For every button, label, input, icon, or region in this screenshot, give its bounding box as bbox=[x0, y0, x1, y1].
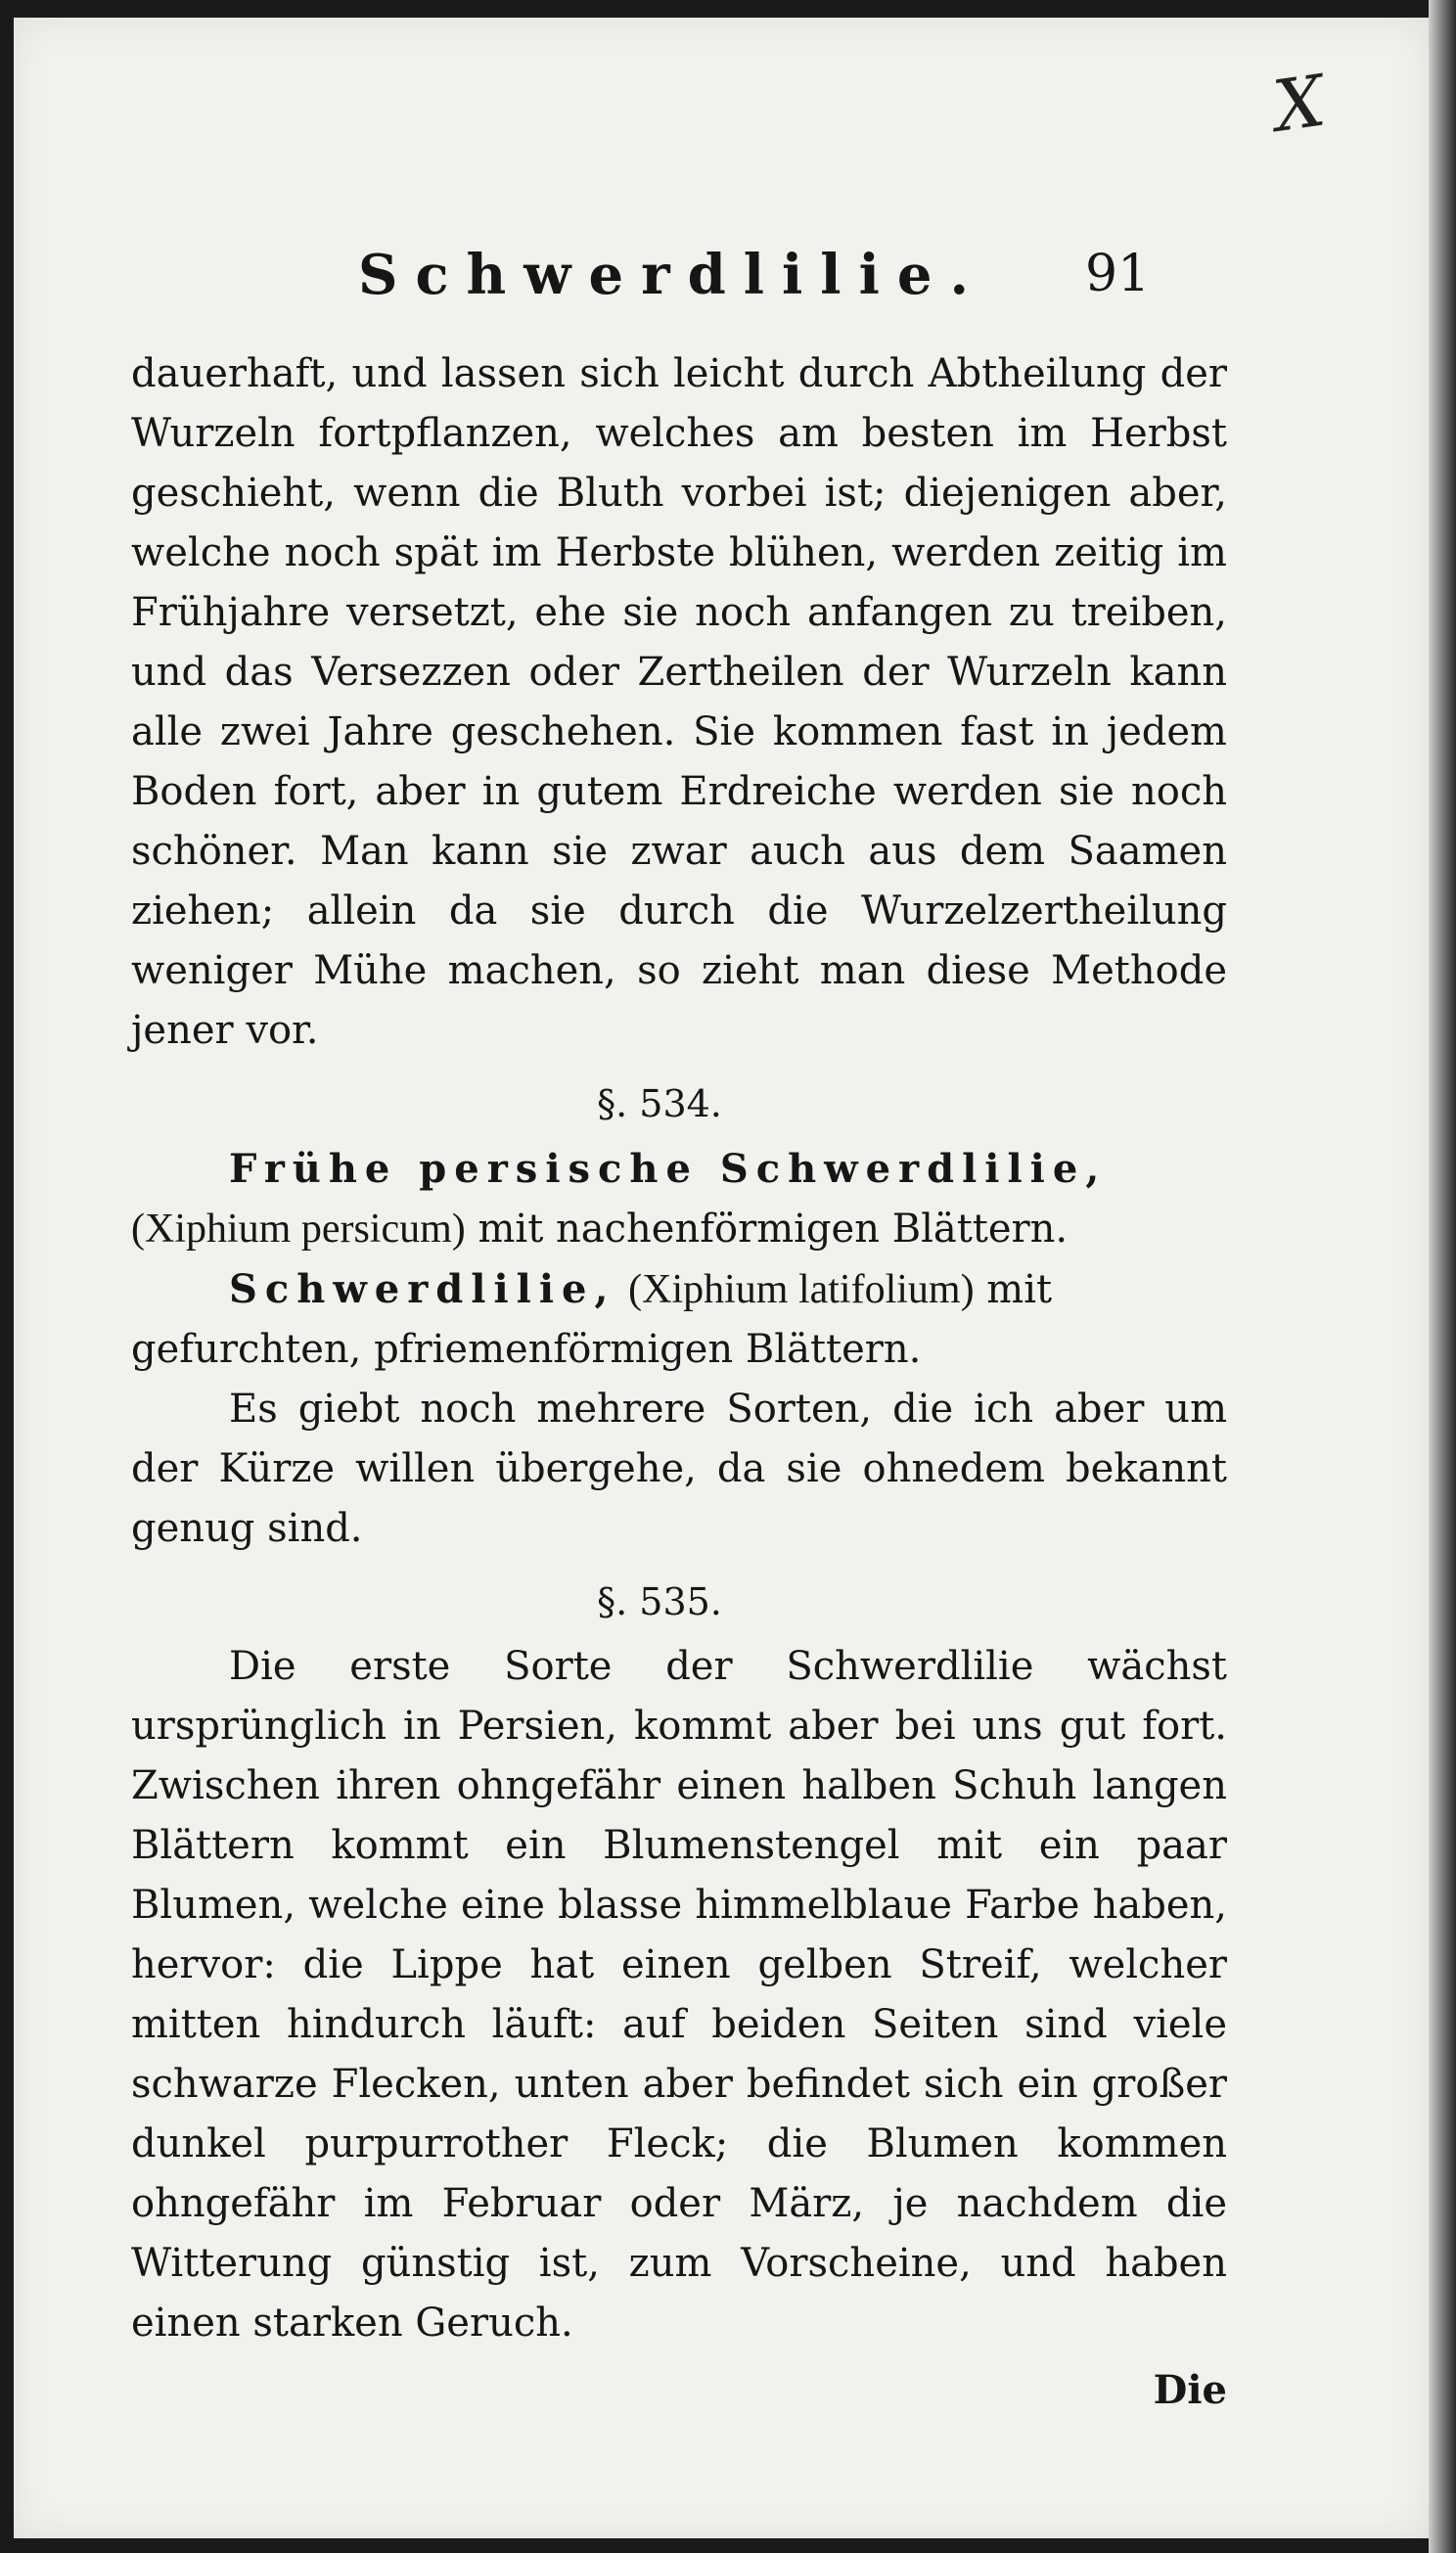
paragraph-section-535: Die erste Sorte der Schwerdlilie wächst ursprünglich in Persien, kommt aber bei uns gut fort. Zwischen ihren ohngefähr einen halben Schuh langen Blättern kommt ein Blumenstengel mit ein paar Blumen, welche eine blasse himmelblaue Farbe haben, hervor: die Lippe hat einen gelben Streif, welcher mitten hindurch läuft: auf beiden Seiten sind viele schwarze Flecken, unten aber befindet sich ein großer dunkel purpurrother Fleck; die Blumen kommen ohngefähr im Februar oder März, je nachdem die Witterung günstig ist, zum Vorscheine, und haben einen starken Geruch. bbox=[131, 1644, 1227, 2346]
species-name: Frühe persische Schwerdlilie, bbox=[229, 1146, 1108, 1192]
species-description: mit gefurchten, pfriemenförmigen Blättern. bbox=[131, 1267, 1053, 1372]
page-number: 91 bbox=[1085, 245, 1151, 303]
section-mark-534: §. 534. bbox=[597, 1082, 722, 1125]
catchword: Die bbox=[1153, 2367, 1227, 2413]
latin-name: (Xiphium latifolium) bbox=[628, 1267, 975, 1312]
paragraph-continuation: dauerhaft, und lassen sich leicht durch Abtheilung der Wurzeln fortpflanzen, welches am besten im Herbst geschieht, wenn die Bluth vorbei ist; diejenigen aber, welche noch spät im Herbste blühen, werden zeitig im Frühjahre versetzt, ehe sie noch anfangen zu treiben, und das Versezzen oder Zertheilen der Wurzeln kann alle zwei Jahre geschehen. Sie kommen fast in jedem Boden fort, aber in gutem Erdreiche werden sie noch schöner. Man kann sie zwar auch aus dem Saamen ziehen; allein da sie durch die Wurzelzertheilung weniger Mühe machen, so zieht man diese Methode jener vor. bbox=[131, 351, 1227, 1053]
species-entry-persicum bbox=[131, 1139, 1227, 1259]
species-name: Schwerdlilie, bbox=[229, 1266, 616, 1312]
section-mark-535: §. 535. bbox=[597, 1580, 722, 1623]
signature-mark: X bbox=[1268, 59, 1331, 148]
page-edge-shadow bbox=[1429, 0, 1456, 2553]
running-header bbox=[131, 243, 1227, 341]
latin-name: (Xiphium persicum) bbox=[131, 1207, 466, 1252]
species-entry-latifolium bbox=[131, 1259, 1227, 1380]
book-page bbox=[14, 18, 1429, 2538]
running-title: Schwerdlilie. bbox=[358, 243, 986, 307]
paragraph-other-sorts: Es giebt noch mehrere Sorten, die ich aber um der Kürze willen übergehe, da sie ohnedem bekannt genug sind. bbox=[131, 1387, 1227, 1551]
page-content bbox=[131, 243, 1227, 2413]
species-description: mit nachenförmigen Blättern. bbox=[478, 1207, 1069, 1252]
